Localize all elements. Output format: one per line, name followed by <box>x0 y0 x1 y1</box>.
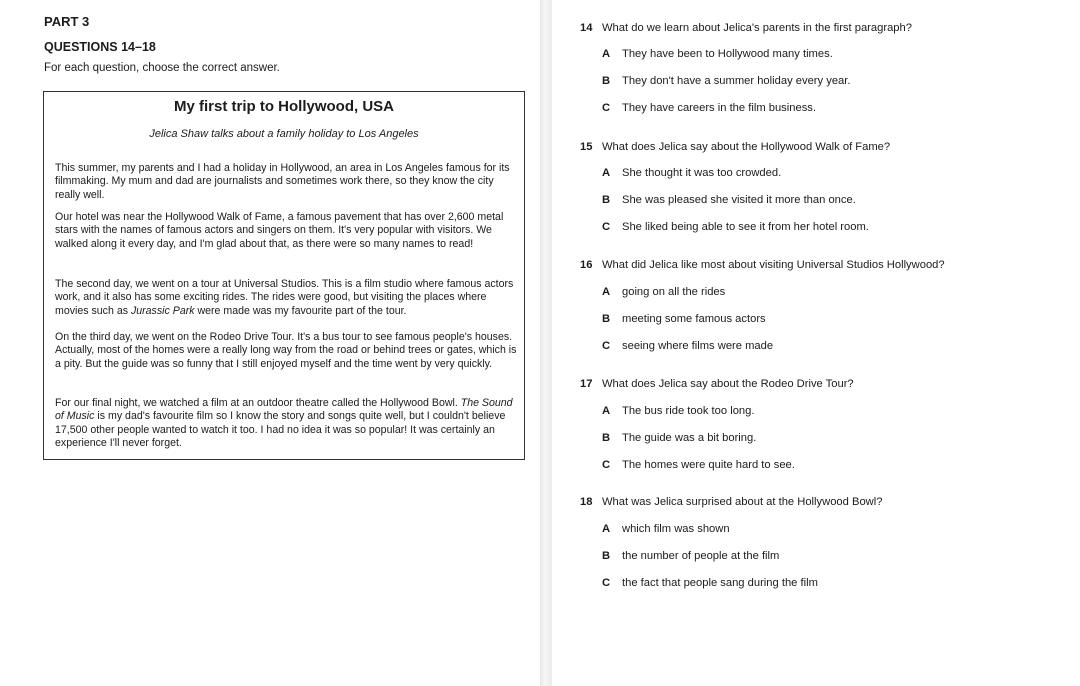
option-text: meeting some famous actors <box>622 313 766 325</box>
paragraph-3 <box>55 278 521 318</box>
question-number: 14 <box>580 22 593 34</box>
paragraph-4: On the third day, we went on the Rodeo Drive Tour. It's a bus tour to see famous people's houses. Actually, most of the homes were a really long way from the road or behind trees or gates, which is a pity. But the guide was so funny that I still enjoyed myself and the time went by very quickly. <box>55 331 517 370</box>
question-text: What does Jelica say about the Rodeo Drive Tour? <box>602 378 854 390</box>
instruction-text: For each question, choose the correct answer. <box>44 62 280 74</box>
article-subtitle: Jelica Shaw talks about a family holiday to Los Angeles <box>149 128 419 140</box>
paragraph-5-text: For our final night, we watched a film at an outdoor theatre called the Hollywood Bowl. <box>55 397 461 409</box>
option-text: They don't have a summer holiday every year. <box>622 75 851 87</box>
paragraph-5-film-title: The Sound of Music <box>55 397 513 423</box>
paragraph-1: This summer, my parents and I had a holiday in Hollywood, an area in Los Angeles famous for its filmmaking. My mum and dad are journalists and sometimes work there, so they know the city really well. <box>55 162 510 201</box>
option-text: the fact that people sang during the film <box>622 577 818 589</box>
question-16 <box>580 259 945 271</box>
option-text: The bus ride took too long. <box>622 405 755 417</box>
question-text: What did Jelica like most about visiting Universal Studios Hollywood? <box>602 259 945 271</box>
paragraph-5 <box>55 397 521 451</box>
paragraph-3-text: The second day, we went on a tour at Universal Studios. This is a film studio where famous actors work, and it also has some exciting rides. The rides were good, but visiting the places where movies such as <box>55 278 514 317</box>
option-text: The guide was a bit boring. <box>622 432 757 444</box>
question-16-option-a[interactable] <box>602 286 725 298</box>
option-letter: B <box>602 432 611 444</box>
question-18-option-c[interactable] <box>602 577 818 589</box>
part-label: PART 3 <box>44 14 90 29</box>
option-letter: A <box>602 286 611 298</box>
question-16-option-c[interactable] <box>602 340 773 352</box>
question-number: 18 <box>580 496 593 508</box>
question-number: 17 <box>580 378 593 390</box>
question-17-option-b[interactable] <box>602 432 756 444</box>
option-text: seeing where films were made <box>622 340 774 352</box>
option-text: They have careers in the film business. <box>622 102 817 114</box>
question-text: What does Jelica say about the Hollywood Walk of Fame? <box>602 141 891 153</box>
question-17 <box>580 378 854 390</box>
option-text: The homes were quite hard to see. <box>622 459 795 471</box>
option-letter: C <box>602 459 611 471</box>
paragraph-2: Our hotel was near the Hollywood Walk of Fame, a famous pavement that has over 2,600 metal stars with the names of famous actors and singers on them. It's very popular with visitors. We walked along it every day, and I'm glad about that, as there were so many names to read! <box>55 211 504 250</box>
paragraph-5-text-end: is my dad's favourite film so I know the story and songs quite well, but I couldn't believe 17,500 other people wanted to watch it too. I had no idea it was so popular! It was certainly an experience I'll never forget. <box>55 410 506 450</box>
question-text: What do we learn about Jelica's parents in the first paragraph? <box>602 22 912 34</box>
question-17-option-c[interactable] <box>602 459 795 471</box>
option-text: going on all the rides <box>622 286 726 298</box>
article-box <box>43 91 525 460</box>
question-15-option-a[interactable] <box>602 167 781 179</box>
question-18 <box>580 496 882 508</box>
questions-heading: QUESTIONS 14–18 <box>44 40 156 54</box>
question-16-option-b[interactable] <box>602 313 766 325</box>
question-14 <box>580 22 912 34</box>
option-letter: B <box>602 75 611 87</box>
option-text: the number of people at the film <box>622 550 780 562</box>
article-title: My first trip to Hollywood, USA <box>174 98 394 115</box>
option-letter: C <box>602 102 611 114</box>
paragraph-3-film-title: Jurassic Park <box>130 304 195 317</box>
question-18-option-b[interactable] <box>602 550 779 562</box>
question-17-option-a[interactable] <box>602 405 754 417</box>
option-letter: A <box>602 523 611 535</box>
book-gutter <box>540 0 552 686</box>
question-number: 15 <box>580 141 593 153</box>
question-15 <box>580 141 890 153</box>
question-number: 16 <box>580 259 593 271</box>
option-letter: B <box>602 194 611 206</box>
option-letter: B <box>602 313 611 325</box>
option-text: She was pleased she visited it more than once. <box>622 194 856 206</box>
question-14-option-c[interactable] <box>602 102 816 114</box>
option-letter: A <box>602 405 611 417</box>
option-letter: B <box>602 550 611 562</box>
option-letter: C <box>602 221 611 233</box>
paragraph-3-text-end: were made was my favourite part of the tour. <box>194 304 407 317</box>
question-15-option-c[interactable] <box>602 221 869 233</box>
option-letter: C <box>602 340 611 352</box>
question-text: What was Jelica surprised about at the Hollywood Bowl? <box>602 496 883 508</box>
option-letter: A <box>602 48 611 60</box>
option-text: which film was shown <box>622 523 730 535</box>
question-15-option-b[interactable] <box>602 194 856 206</box>
option-text: She liked being able to see it from her hotel room. <box>622 221 869 233</box>
question-14-option-b[interactable] <box>602 75 851 87</box>
option-letter: C <box>602 577 611 589</box>
question-18-option-a[interactable] <box>602 523 730 535</box>
question-14-option-a[interactable] <box>602 48 833 60</box>
option-letter: A <box>602 167 611 179</box>
option-text: They have been to Hollywood many times. <box>622 48 833 60</box>
option-text: She thought it was too crowded. <box>622 167 782 179</box>
